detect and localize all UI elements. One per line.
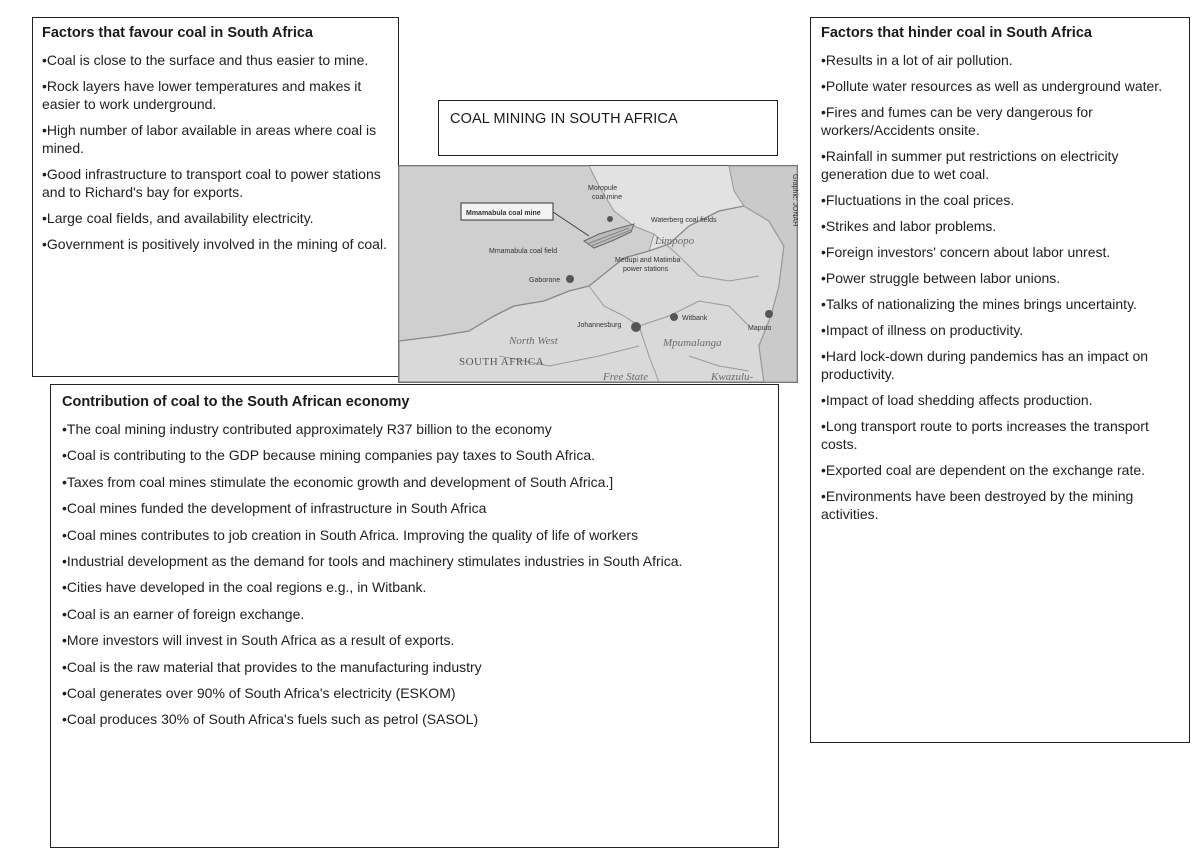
map-label-maputo: Maputo bbox=[748, 325, 772, 332]
contribution-item: •Coal generates over 90% of South Africa's electricity (ESKOM) bbox=[62, 684, 456, 701]
favour-item: •Coal is close to the surface and thus easier to mine. bbox=[42, 52, 369, 68]
hinder-item: •Impact of load shedding affects production. bbox=[821, 392, 1093, 408]
hinder-title: Factors that hinder coal in South Africa bbox=[821, 25, 1092, 41]
contribution-item: •Cities have developed in the coal regions e.g., in Witbank. bbox=[62, 579, 427, 596]
map-label-medupi: Medupi and Matimba bbox=[615, 257, 681, 264]
contribution-box bbox=[50, 384, 779, 848]
map-label-mmamabula-mine: Mmamabula coal mine bbox=[466, 210, 541, 217]
contribution-item: •Coal is contributing to the GDP because mining companies pay taxes to South Africa. bbox=[62, 447, 596, 464]
map-label-johannesburg: Johannesburg bbox=[577, 322, 622, 329]
map-label-waterberg: Waterberg coal fields bbox=[651, 217, 717, 224]
map-label-medupi-2: power stations bbox=[623, 266, 669, 273]
map-credit: Graphic: JONAH bbox=[791, 174, 798, 227]
map-label-gaborone: Gaborone bbox=[529, 277, 561, 284]
map-label-mpumalanga: Mpumalanga bbox=[663, 337, 722, 349]
map-label-south-africa: SOUTH AFRICA bbox=[459, 356, 545, 368]
contribution-item: •Coal is an earner of foreign exchange. bbox=[62, 605, 305, 622]
favour-item: •Good infrastructure to transport coal to power stations and to Richard's bay for exports. bbox=[42, 166, 381, 200]
favour-item: •High number of labor available in areas where coal is mined. bbox=[42, 122, 377, 156]
contribution-item: •The coal mining industry contributed approximately R37 billion to the economy bbox=[62, 421, 552, 437]
page-title: COAL MINING IN SOUTH AFRICA bbox=[450, 111, 678, 127]
map-label-limpopo: Limpopo bbox=[655, 235, 695, 247]
moropule-marker bbox=[607, 216, 613, 222]
hinder-item: •Foreign investors' concern about labor unrest. bbox=[821, 244, 1111, 260]
coal-map bbox=[398, 165, 798, 383]
favour-item: •Rock layers have lower temperatures and makes it easier to work underground. bbox=[42, 78, 362, 112]
contribution-item: •Industrial development as the demand for tools and machinery stimulates industries in South Africa. bbox=[62, 552, 683, 569]
hinder-item: •Talks of nationalizing the mines brings uncertainty. bbox=[821, 296, 1137, 312]
johannesburg-marker bbox=[631, 322, 641, 332]
contribution-title: Contribution of coal to the South African economy bbox=[62, 394, 410, 410]
hinder-item: •Long transport route to ports increases the transport costs. bbox=[821, 418, 1149, 452]
map-label-north-west: North West bbox=[509, 335, 558, 347]
map-label-witbank: Witbank bbox=[682, 315, 708, 322]
contribution-item: •More investors will invest in South Africa as a result of exports. bbox=[62, 632, 455, 649]
hinder-item: •Hard lock-down during pandemics has an impact on productivity. bbox=[821, 348, 1149, 382]
witbank-marker bbox=[670, 313, 678, 321]
hinder-item: •Environments have been destroyed by the mining activities. bbox=[821, 488, 1134, 522]
hinder-item: •Fires and fumes can be very dangerous for workers/Accidents onsite. bbox=[821, 104, 1093, 138]
contribution-item: •Coal produces 30% of South Africa's fuels such as petrol (SASOL) bbox=[62, 711, 479, 728]
map-label-mmamabula-field: Mmamabula coal field bbox=[489, 248, 558, 255]
hinder-item: •Strikes and labor problems. bbox=[821, 218, 997, 234]
favour-title: Factors that favour coal in South Africa bbox=[42, 25, 313, 41]
hinder-item: •Impact of illness on productivity. bbox=[821, 322, 1024, 338]
center-title-box bbox=[438, 100, 778, 156]
hinder-item: •Rainfall in summer put restrictions on electricity generation due to wet coal. bbox=[821, 148, 1119, 182]
contribution-item: •Coal is the raw material that provides to the manufacturing industry bbox=[62, 658, 482, 675]
contribution-item: •Coal mines contributes to job creation in South Africa. Improving the quality of life of workers bbox=[62, 526, 639, 543]
hinder-item: •Results in a lot of air pollution. bbox=[821, 52, 1013, 68]
maputo-marker bbox=[765, 310, 773, 318]
contribution-item: •Coal mines funded the development of infrastructure in South Africa bbox=[62, 500, 487, 517]
gaborone-marker bbox=[566, 275, 574, 283]
hinder-item: •Fluctuations in the coal prices. bbox=[821, 192, 1015, 208]
map-label-free-state: Free State bbox=[603, 371, 649, 383]
hinder-item: •Exported coal are dependent on the exchange rate. bbox=[821, 462, 1146, 478]
hinder-item: •Pollute water resources as well as underground water. bbox=[821, 78, 1163, 94]
hinder-item: •Power struggle between labor unions. bbox=[821, 270, 1061, 286]
favour-factors-box bbox=[32, 17, 399, 377]
map-label-moropule-2: coal mine bbox=[592, 194, 622, 201]
map-label-moropule: Moropule bbox=[588, 185, 618, 192]
favour-item: •Large coal fields, and availability electricity. bbox=[42, 210, 314, 226]
map-label-kwazulu: Kwazulu- bbox=[711, 371, 754, 383]
favour-item: •Government is positively involved in the mining of coal. bbox=[42, 236, 387, 252]
contribution-item: •Taxes from coal mines stimulate the economic growth and development of South Africa.] bbox=[62, 473, 614, 490]
hinder-factors-box bbox=[810, 17, 1190, 743]
